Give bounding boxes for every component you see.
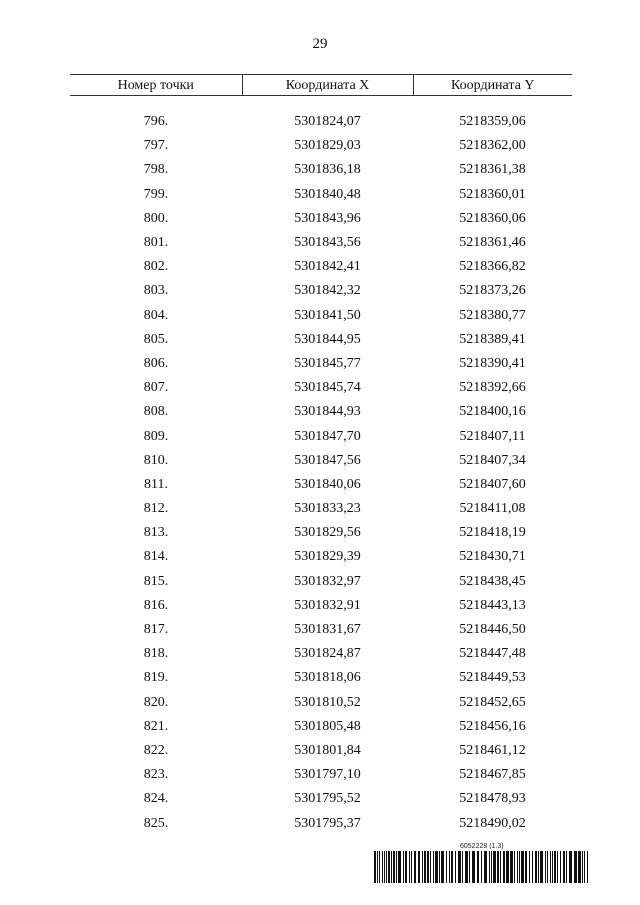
header-coordinate-x: Координата X [242,75,413,96]
point-number-cell: 823. [143,767,169,783]
table-row [70,279,572,303]
coordinate-y-cell: 5218380,77 [459,307,526,323]
coordinate-y-cell: 5218359,06 [459,114,526,130]
coordinate-y-cell: 5218390,41 [459,355,526,371]
coordinate-x-cell: 5301818,06 [294,670,361,686]
table-row [70,666,572,690]
table-row [70,449,572,473]
coordinate-x-cell: 5301831,67 [294,622,361,638]
coordinate-x-cell: 5301833,23 [294,501,361,517]
coordinate-y-cell: 5218361,38 [459,162,526,178]
coordinate-x-cell: 5301847,70 [294,428,361,444]
point-number-cell: 808. [143,404,169,420]
point-number-cell: 812. [143,501,169,517]
table-row [70,521,572,545]
coordinate-y-cell: 5218360,06 [459,210,526,226]
coordinate-x-cell: 5301797,10 [294,767,361,783]
barcode-caption: 6052228 (1.3) [460,843,504,850]
coordinate-y-cell: 5218447,48 [459,646,526,662]
header-point-number: Номер точки [70,75,242,96]
table-row [70,231,572,255]
coordinate-x-cell: 5301843,56 [294,235,361,251]
coordinate-x-cell: 5301844,93 [294,404,361,420]
coordinate-x-cell: 5301795,52 [294,791,361,807]
barcode-block [374,842,590,883]
table-row [70,304,572,328]
table-row [70,715,572,739]
table-row [70,376,572,400]
coordinate-y-cell: 5218362,00 [459,138,526,154]
point-number-cell: 809. [143,428,169,444]
table-row [70,642,572,666]
coordinate-x-cell: 5301795,37 [294,815,361,831]
coordinate-y-cell: 5218361,46 [459,235,526,251]
table-row [70,352,572,376]
point-number-cell: 799. [143,186,169,202]
point-number-cell: 797. [143,138,169,154]
coordinate-y-cell: 5218366,82 [459,259,526,275]
coordinate-y-cell: 5218478,93 [459,791,526,807]
coordinate-x-cell: 5301810,52 [294,694,361,710]
point-number-cell: 825. [143,815,169,831]
coordinate-x-cell: 5301836,18 [294,162,361,178]
table-row [70,739,572,763]
coordinate-x-cell: 5301842,32 [294,283,361,299]
coordinate-y-cell: 5218430,71 [459,549,526,565]
coordinates-table [70,74,572,836]
coordinate-x-cell: 5301824,07 [294,114,361,130]
coordinate-y-cell: 5218456,16 [459,718,526,734]
coordinate-y-cell: 5218400,16 [459,404,526,420]
table-row [70,328,572,352]
table-row [70,255,572,279]
coordinate-x-cell: 5301829,56 [294,525,361,541]
coordinate-x-cell: 5301832,91 [294,597,361,613]
coordinate-y-cell: 5218467,85 [459,767,526,783]
point-number-cell: 801. [143,235,169,251]
table-row [70,207,572,231]
coordinate-y-cell: 5218407,34 [459,452,526,468]
table-row [70,473,572,497]
coordinate-y-cell: 5218407,11 [459,428,526,444]
coordinate-x-cell: 5301841,50 [294,307,361,323]
header-coordinate-y: Координата Y [413,75,572,96]
table-row [70,497,572,521]
table-row [70,594,572,618]
point-number-cell: 811. [144,476,168,492]
point-number-cell: 807. [143,380,169,396]
coordinate-x-cell: 5301829,03 [294,138,361,154]
point-number-cell: 800. [143,210,169,226]
coordinate-x-cell: 5301801,84 [294,742,361,758]
table-row [70,763,572,787]
point-number-cell: 813. [143,525,169,541]
coordinate-x-cell: 5301845,74 [294,380,361,396]
table-row [70,545,572,569]
coordinate-y-cell: 5218411,08 [459,501,526,517]
table-row [70,787,572,811]
table-row [70,811,572,835]
point-number-cell: 802. [143,259,169,275]
coordinate-x-cell: 5301840,06 [294,476,361,492]
table-row [70,618,572,642]
point-number-cell: 805. [143,331,169,347]
coordinate-y-cell: 5218418,19 [459,525,526,541]
coordinate-x-cell: 5301847,56 [294,452,361,468]
point-number-cell: 816. [143,597,169,613]
coordinate-y-cell: 5218449,53 [459,670,526,686]
point-number-cell: 818. [143,646,169,662]
table-header-row [70,75,572,96]
coordinate-y-cell: 5218452,65 [459,694,526,710]
coordinate-y-cell: 5218373,26 [459,283,526,299]
coordinate-x-cell: 5301842,41 [294,259,361,275]
coordinate-y-cell: 5218490,02 [459,815,526,831]
point-number-cell: 796. [143,114,169,130]
coordinate-y-cell: 5218360,01 [459,186,526,202]
page-number: 29 [312,36,328,52]
coordinate-y-cell: 5218446,50 [459,622,526,638]
point-number-cell: 817. [143,622,169,638]
point-number-cell: 819. [143,670,169,686]
point-number-cell: 822. [143,742,169,758]
point-number-cell: 814. [143,549,169,565]
coordinate-y-cell: 5218392,66 [459,380,526,396]
coordinate-x-cell: 5301843,96 [294,210,361,226]
point-number-cell: 810. [143,452,169,468]
point-number-cell: 820. [143,694,169,710]
point-number-cell: 806. [143,355,169,371]
table-row [70,691,572,715]
coordinate-y-cell: 5218443,13 [459,597,526,613]
table-body [70,110,572,836]
point-number-cell: 804. [143,307,169,323]
point-number-cell: 815. [143,573,169,589]
point-number-cell: 798. [143,162,169,178]
coordinate-y-cell: 5218389,41 [459,331,526,347]
coordinate-y-cell: 5218461,12 [459,742,526,758]
table-row [70,158,572,182]
coordinate-x-cell: 5301845,77 [294,355,361,371]
coordinate-x-cell: 5301805,48 [294,718,361,734]
point-number-cell: 803. [143,283,169,299]
coordinate-x-cell: 5301829,39 [294,549,361,565]
coordinate-x-cell: 5301824,87 [294,646,361,662]
point-number-cell: 821. [143,718,169,734]
coordinate-x-cell: 5301840,48 [294,186,361,202]
barcode-icon [374,851,590,883]
coordinate-y-cell: 5218438,45 [459,573,526,589]
coordinate-x-cell: 5301832,97 [294,573,361,589]
table-row [70,424,572,448]
table-row [70,183,572,207]
table-row [70,400,572,424]
coordinate-y-cell: 5218407,60 [459,476,526,492]
table-row [70,110,572,134]
coordinate-x-cell: 5301844,95 [294,331,361,347]
table-row [70,570,572,594]
point-number-cell: 824. [143,791,169,807]
table-row [70,134,572,158]
